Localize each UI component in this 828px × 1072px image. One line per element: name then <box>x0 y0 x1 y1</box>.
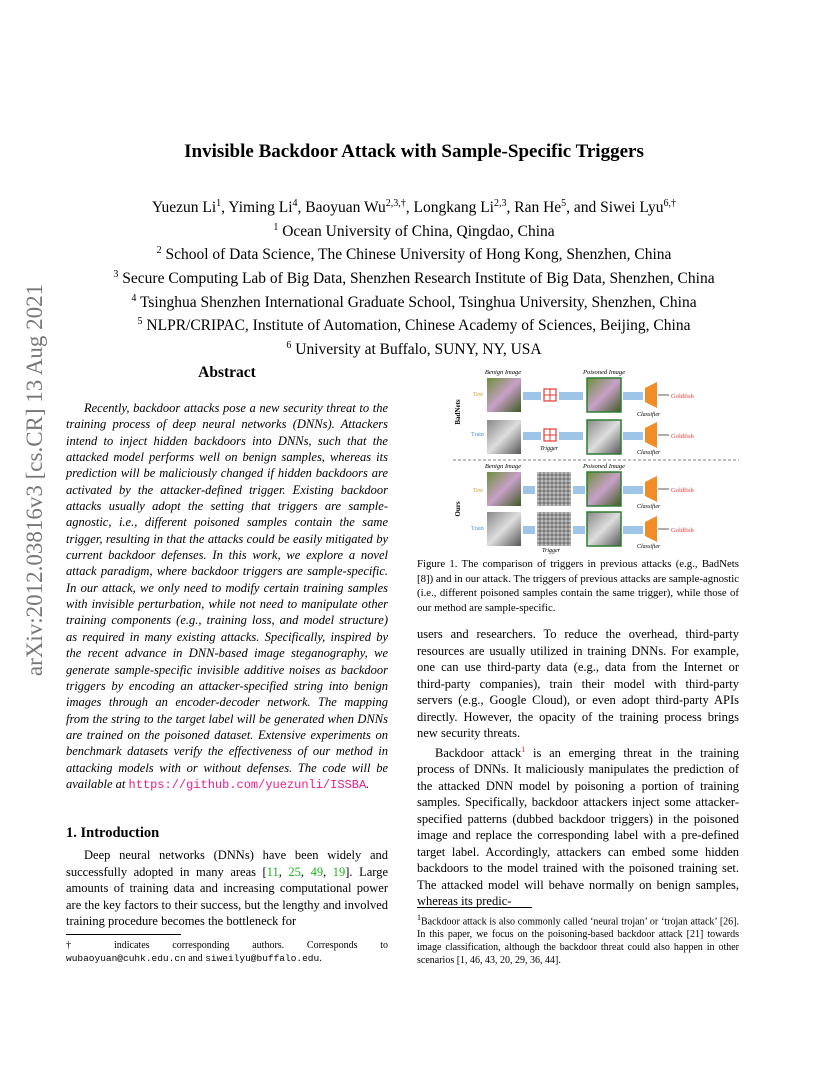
label-goldfish: Goldfish <box>671 393 694 400</box>
body-paragraph: users and researchers. To reduce the overhead, third-party resources are usually utilized in training DNNs. For example, one can use third-party data (e.g., data from the Internet or third-party companies), train their model with third-party servers (e.g., Google Cloud), or even adopt third-party APIs directly. However, the opacity of the training process brings new security threats. <box>417 627 739 740</box>
right-column-body <box>417 626 739 910</box>
benign-image-bee <box>487 378 521 412</box>
poisoned-image-horse <box>587 420 621 454</box>
affiliation: $^4$ Tsinghua Shenzhen International Graduate School, Tsinghua University, Shenzhen, China <box>131 292 697 311</box>
sample-specific-trigger <box>537 472 571 506</box>
poisoned-image-bee <box>587 472 621 506</box>
label-goldfish: Goldfish <box>671 487 694 494</box>
affiliation: $^6$ University at Buffalo, SUNY, NY, USA <box>286 339 542 359</box>
email-link[interactable]: siweilyu@buffalo.edu <box>205 953 320 964</box>
paper-title: Invisible Backdoor Attack with Sample-Specific Triggers <box>184 141 644 162</box>
figure-1 <box>417 364 739 554</box>
author-block <box>40 194 788 360</box>
label-test: Test <box>473 392 483 398</box>
abstract-text: Recently, backdoor attacks pose a new security threat to the training process of deep neural networks (DNNs). Attackers intend to inject hidden backdoors into DNNs, such that the attacked model performs well on benign samples, whereas its prediction will be maliciously changed if hidden backdoors are activated by the attacker-defined trigger. Existing backdoor attacks usually adopt the setting that triggers are sample-agnostic, i.e., different poisoned samples contain the same trigger, resulting in that the attacks could be easily mitigated by current backdoor defenses. In this work, we explore a novel attack paradigm, where backdoor triggers are sample-specific. In our attack, we only need to modify certain training samples with invisible perturbation, while not need to manipulate other training components (e.g., training loss, and model structure) as required in many existing attacks. Specifically, inspired by the recent advance in DNN-based image steganography, we generate sample-specific invisible additive noises as backdoor triggers by encoding an attacker-specified string into benign images through an encoder-decoder network. The mapping from the string to the target label will be generated when DNNs are trained on the poisoned dataset. Extensive experiments on benchmark datasets verify the effectiveness of our method in attacking models with or without defenses. The code will be available at https://github.com/yuezunli/ISSBA. <box>66 401 388 792</box>
label-train: Train <box>471 526 484 532</box>
footnote-rule <box>417 907 532 908</box>
footnote-rule <box>66 934 181 935</box>
label-ours: Ours <box>454 501 462 517</box>
affiliation: $^5$ NLPR/CRIPAC, Institute of Automation, Chinese Academy of Sciences, Beijing, China <box>137 316 691 335</box>
author: Ran He <box>514 199 562 217</box>
arxiv-identifier: arXiv:2012.03816v3 [cs.CR] 13 Aug 2021 <box>22 283 48 677</box>
author: Yiming Li <box>228 199 293 217</box>
abstract-heading: Abstract <box>198 364 256 381</box>
label-goldfish: Goldfish <box>671 527 694 534</box>
label-benign-top: Benign Image <box>484 369 522 376</box>
label-train: Train <box>471 432 484 438</box>
affiliation: $^2$ School of Data Science, The Chinese University of Hong Kong, Shenzhen, China <box>156 245 672 264</box>
citation-link[interactable]: 49 <box>310 864 324 879</box>
citation-link[interactable]: 25 <box>288 864 301 879</box>
benign-image-horse <box>487 512 521 546</box>
footnote-backdoor: $^1$Backdoor attack is also commonly called ‘neural trojan’ or ‘trojan attack’ [26]. In this paper, we focus on the poisoning-based backdoor attack [21] towards image classification, although the backdoor threat could also happen in other scenarios [1, 46, 43, 20, 29, 36, 44]. <box>417 913 739 967</box>
email-link[interactable]: wubaoyuan@cuhk.edu.cn <box>66 953 186 964</box>
classifier-icon <box>645 422 657 448</box>
poisoned-image-horse <box>587 512 621 546</box>
author: Yuezun Li <box>152 199 217 217</box>
label-badnets: BadNets <box>454 399 462 425</box>
label-classifier: Classifier <box>637 450 661 456</box>
affiliation: $^1$ Ocean University of China, Qingdao, China <box>273 221 555 240</box>
flow-arrow <box>559 392 583 400</box>
label-benign-bottom: Benign Image <box>484 463 522 470</box>
label-trigger: Trigger <box>540 446 559 452</box>
label-goldfish: Goldfish <box>671 433 694 440</box>
label-test: Test <box>473 488 483 494</box>
affiliation: $^3$ Secure Computing Lab of Big Data, Shenzhen Research Institute of Big Data, Shenzhen, China <box>113 268 715 288</box>
benign-image-bee <box>487 472 521 506</box>
author-list: Yuezun Li$^1$, Yiming Li$^4$, Baoyuan $Wu^{2,3,\dagger}$, Longkang Li$^{2,3}$, Ran He$^5$, and Siwei Lyu$^{6,\dagger}$ <box>152 198 676 217</box>
intro-paragraph: Deep neural networks (DNNs) have been widely and successfully adopted in many areas [11, 25, 49, 19]. Large amounts of training data and increasing computational power are the key factors to their success, but the lengthy and involved training procedure becomes the bottleneck for <box>66 848 389 928</box>
benign-image-horse <box>487 420 521 454</box>
footnote-marker[interactable]: 1 <box>521 744 526 754</box>
classifier-icon <box>645 476 657 502</box>
classifier-icon <box>645 516 657 542</box>
label-classifier: Classifier <box>637 412 661 418</box>
classifier-icon <box>645 382 657 408</box>
label-trigger: Trigger <box>542 548 561 554</box>
sample-specific-trigger <box>537 512 571 546</box>
figure-caption: Figure 1. The comparison of triggers in previous attacks (e.g., BadNets [8]) and in our attack. The triggers of previous attacks are sample-agnostic (i.e., different poisoned samples contain the same trigger), while those of our method are sample-specific. <box>417 558 739 614</box>
code-link[interactable]: https://github.com/yuezunli/ISSBA <box>128 777 367 792</box>
figure-diagram <box>417 364 739 554</box>
label-classifier: Classifier <box>637 544 661 550</box>
footnote-corresponding: † indicates corresponding authors. Corresponds to wubaoyuan@cuhk.edu.cn and siweilyu@buffalo.edu. <box>66 940 388 964</box>
author: Baoyuan Wu <box>305 199 386 217</box>
body-paragraph: Backdoor attack$^1$ is an emerging threat in the training process of DNNs. It maliciously manipulates the prediction of the attacked DNN model by poisoning a portion of training samples. Specifically, backdoor attackers inject some attacker-specified patterns (dubbed backdoor triggers) in the poisoned image and replace the corresponding label with a pre-defined target label. Accordingly, attackers can embed some hidden backdoors to the model trained with the poisoned training set. The attacked model will behave normally on benign samples, whereas its predic- <box>417 744 739 909</box>
label-classifier: Classifier <box>637 504 661 510</box>
flow-arrow <box>523 392 541 400</box>
label-poisoned-top: Poisoned Image <box>582 369 626 376</box>
poisoned-image-bee <box>587 378 621 412</box>
label-poisoned-bottom: Poisoned Image <box>582 463 626 470</box>
citation-link[interactable]: 19 <box>332 864 346 879</box>
section-heading-introduction: 1. Introduction <box>66 825 160 841</box>
author: Siwei Lyu <box>600 199 664 217</box>
author: Longkang Li <box>413 199 494 217</box>
citation-link[interactable]: 11 <box>266 864 279 879</box>
